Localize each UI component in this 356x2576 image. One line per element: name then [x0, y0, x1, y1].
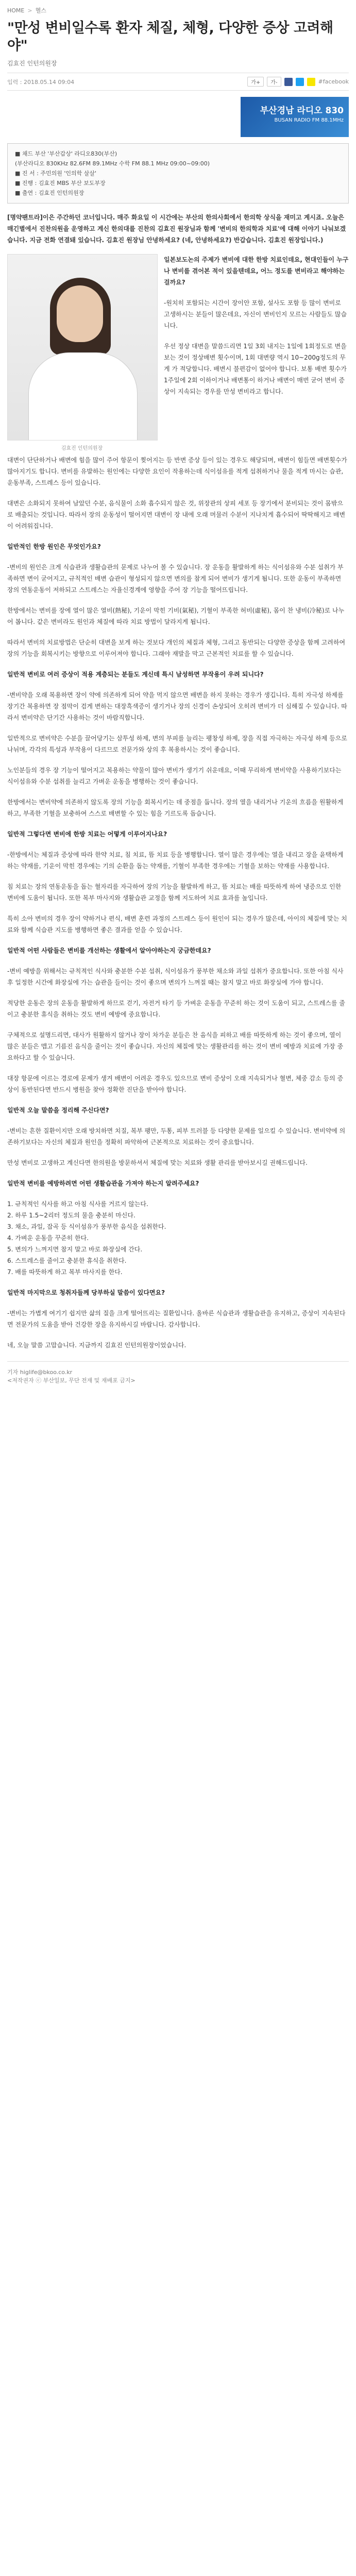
article-paragraph: 노인분들의 경우 장 기능이 떨어지고 복용하는 약물이 많아 변비가 생기기 쉬운데요, 이때 무리하게 변비약을 사용하기보다는 식이섬유와 수분 섭취를 늘리고 가벼운 운동을 병행하는 것이 좋습니다.	[7, 767, 342, 785]
interview-question: 일반적 마지막으로 청취자들께 당부하실 말씀이 있다면요?	[7, 1289, 165, 1296]
side-paragraph: -원치히 포함되는 시간이 장이안 포함, 설사도 포함 등 많이 변비로 고생하시는 분들이 많은데요, 자신이 변비인지 모르는 사람들도 많습니다.	[164, 299, 347, 329]
article-paragraph: 침 치료는 장의 연동운동을 돕는 혈자리를 자극하여 장의 기능을 활발하게 하고, 뜸 치료는 배를 따뜻하게 하여 냉증으로 인한 변비에 도움이 됩니다. 또한 복부 마사지와 생활습관 교정을 함께 지도하여 치료 효과를 높입니다.	[7, 883, 342, 902]
article-paragraph: -한방에서는 체질과 증상에 따라 한약 치료, 침 치료, 뜸 치료 등을 병행합니다. 열이 많은 경우에는 열을 내리고 장을 윤택하게 하는 약재를, 기운이 막힌 경우에는 기의 순환을 돕는 약재를, 기혈이 부족한 경우에는 기혈을 보하는 약재를 사용합니다.	[7, 851, 344, 870]
photo-row	[7, 254, 349, 454]
font-increase-button[interactable]: 가+	[247, 77, 264, 87]
article-intro: [명약팬트라]이은 주간하던 코너입니다. 매주 화요일 이 시간에는 부산의 한의사회에서 한의학 상식을 재미고 계시죠. 오늘은 매긴별에서 진찬의원을 운영하고 계신 한의대를 진찬의 김효진 원장님과 함께 '변비의 한의학과 치료'에 대해 이야기 나눠보겠습니다. 지금 전화 연결돼 있습니다. 김효진 원장님 안녕하세요? (네, 안녕하세요?) 반갑습니다. 김효진 원장입니다.)	[7, 214, 346, 244]
portrait-face	[57, 285, 103, 342]
article-meta-bar	[7, 73, 349, 91]
tips-list-item: 6. 스트레스를 줄이고 충분한 휴식을 취한다.	[7, 1257, 127, 1264]
program-summary-box	[7, 143, 349, 204]
article-body	[7, 454, 349, 1351]
reporter-name: 김효진 인턴의원장	[7, 60, 57, 67]
breadcrumb-section[interactable]: 헬스	[35, 7, 46, 14]
article-paragraph: -변비의 원인은 크게 식습관과 생활습관의 문제로 나누어 볼 수 있습니다. 장 운동을 활발하게 하는 식이섬유와 수분 섭취가 부족하면 변이 굳어지고, 규칙적인 배변 습관이 형성되지 않으면 변의를 참게 되어 변비가 생기게 됩니다. 또한 운동이 부족하면 장의 연동운동이 저하되고 스트레스는 자율신경계에 영향을 주어 장 기능을 떨어뜨립니다.	[7, 564, 344, 594]
article-footer	[7, 1361, 349, 1384]
radio-banner-box[interactable]	[241, 97, 349, 137]
article-paragraph: -변비는 가볍게 여기기 쉽지만 삶의 질을 크게 떨어뜨리는 질환입니다. 올바른 식습관과 생활습관을 유지하고, 증상이 지속된다면 전문가의 도움을 받아 건강한 장을 유지하시길 바랍니다. 감사합니다.	[7, 1310, 346, 1328]
twitter-icon[interactable]	[296, 78, 304, 86]
article-paragraph: 한방에서는 변비를 장에 열이 많은 열비(熱秘), 기운이 막힌 기비(氣秘), 기혈이 부족한 허비(虛秘), 몸이 찬 냉비(冷秘)로 나누어 봅니다. 같은 변비라도 원인과 체질에 따라 치료 방법이 달라지게 됩니다.	[7, 607, 345, 625]
interview-question: 일반적 그렇다면 변비에 한방 치료는 어떻게 이루어지나요?	[7, 831, 167, 838]
article-paragraph: 네, 오늘 말씀 고맙습니다. 지금까지 김효진 인턴의원장이었습니다.	[7, 1342, 187, 1349]
tips-list	[7, 1198, 349, 1278]
article-paragraph: 한방에서는 변비약에 의존하지 않도록 장의 기능을 회복시키는 데 중점을 둡니다. 장의 열을 내리거나 기운의 흐름을 원활하게 하고, 부족한 기혈을 보충하여 스스로 배변할 수 있는 힘을 기르도록 돕습니다.	[7, 799, 344, 817]
copyright-notice: <저작권자 ⓒ 부산일보, 무단 전재 및 재배포 금지>	[7, 1377, 135, 1384]
kakao-icon[interactable]	[307, 78, 315, 86]
tips-list-item: 5. 변의가 느껴지면 참지 말고 바로 화장실에 간다.	[7, 1246, 143, 1253]
interview-question: 일반적 변비를 예방하려면 어떤 생활습관을 가져야 하는지 알려주세요?	[7, 1180, 199, 1187]
article-paragraph: 구체적으로 설명드리면, 대사가 원활하지 않거나 장이 차가운 분들은 찬 음식을 피하고 배를 따뜻하게 하는 것이 좋으며, 열이 많은 분들은 맵고 기름진 음식을 줄이는 것이 좋습니다. 자신의 체질에 맞는 생활관리를 하는 것이 변비 예방과 치료에 가장 중요하다고 할 수 있습니다.	[7, 1031, 344, 1061]
article-paragraph: -변비는 흔한 질환이지만 오래 방치하면 치질, 복부 팽만, 두통, 피부 트러블 등 다양한 문제를 일으킬 수 있습니다. 변비약에 의존하기보다는 자신의 체질과 원인을 정확히 파악하여 근본적으로 치료하는 것이 중요합니다.	[7, 1127, 346, 1146]
article-title: "만성 변비일수록 환자 체질, 체형, 다양한 증상 고려해야"	[7, 20, 333, 54]
portrait-coat	[28, 352, 138, 440]
summary-line: ■ 진 서 : 주민의원 '인의학 살살'	[15, 170, 97, 177]
article-paragraph: 대변이 단단하거나 배변에 힘을 많이 주어 항문이 찢어지는 등 반변 증상 등이 있는 경우도 해당되며, 배변이 힘들면 배변횟수가 많아지기도 합니다. 변비를 유발하는 원인에는 다양한 요인이 작용하는데 식이섬유를 적게 섭취하거나 물을 적게 마시는 습관, 운동부족, 스트레스 등이 있습니다.	[7, 456, 347, 486]
side-paragraph: 우선 정상 대변을 말씀드리면 1일 3회 내지는 1일에 1회정도로 변을 보는 것이 정상배변 횟수이며, 1회 대변량 역시 10~200g정도의 무게 가 적당합니다. 배변시 불편감이 없어야 합니다. 보통 배변 횟수가 1주일에 2회 이하이거나 배변통이 하거나 배변이 매번 굳어 변비 증상이 지속되는 경우를 만성 변비라고 합니다.	[164, 343, 347, 395]
radio-banner-title: 부산경남 라디오 830	[260, 106, 344, 116]
facebook-icon[interactable]	[284, 78, 293, 86]
article-paragraph: 대장 항문에 이르는 경로에 문제가 생겨 배변이 어려운 경우도 있으므로 변비 증상이 오래 지속되거나 혈변, 체중 감소 등의 증상이 동반된다면 반드시 병원을 찾아 정확한 진단을 받아야 합니다.	[7, 1075, 344, 1093]
published-date: 입력 : 2018.05.14 09:04	[7, 78, 75, 86]
tips-list-item: 4. 가벼운 운동을 꾸준히 한다.	[7, 1234, 89, 1242]
tips-list-item: 3. 채소, 과일, 잡곡 등 식이섬유가 풍부한 음식을 섭취한다.	[7, 1223, 166, 1230]
reporter-email[interactable]: 기자 higlife@bkoo.co.kr	[7, 1369, 73, 1376]
summary-line: ■ 출연 : 김효진 인턴의원장	[15, 190, 84, 196]
interview-question: 일반적인 한방 원인은 무엇인가요?	[7, 543, 101, 550]
breadcrumb	[7, 0, 349, 16]
interview-question: 일반적 변비로 여러 증상이 적용 계층되는 분들도 계신데 특시 남성하면 부작용이 우려 되니다?	[7, 671, 264, 678]
tips-list-item: 2. 하루 1.5~2리터 정도의 물을 충분히 마신다.	[7, 1212, 135, 1219]
article-photo	[7, 254, 157, 454]
interview-question: 일반적 어떤 사람들은 변비를 개선하는 생활에서 알아야하는지 궁금한데요?	[7, 947, 211, 954]
article-paragraph: 일반적으로 변비약은 수분을 끌어당기는 삼투성 하제, 변의 부피를 늘리는 팽창성 하제, 장을 직접 자극하는 자극성 하제 등으로 나뉘며, 각각의 특성과 부작용이 다르므로 전문가와 상의 후 복용하시는 것이 좋습니다.	[7, 735, 347, 753]
breadcrumb-separator: >	[27, 7, 32, 14]
summary-line: ■ 채드 부산 '부산갑상' 라디오830(부산)	[15, 150, 117, 157]
article-paragraph: 적당한 운동은 장의 운동을 활발하게 하므로 걷기, 자전거 타기 등 가벼운 운동을 꾸준히 하는 것이 도움이 되고, 스트레스를 줄이고 충분한 휴식을 취하는 것도 변비 예방에 중요합니다.	[7, 999, 345, 1018]
share-label[interactable]: #facebook	[318, 78, 349, 85]
article-paragraph: 따라서 변비의 치료방법은 단순히 대변을 보게 하는 것보다 개인의 체질과 체형, 그리고 동반되는 다양한 증상을 함께 고려하여 장의 기능을 회복시키는 방향으로 이루어져야 합니다. 그래야 재발을 막고 근본적인 치료를 할 수 있습니다.	[7, 639, 346, 657]
article-paragraph: 만성 변비로 고생하고 계신다면 한의원을 방문하셔서 체질에 맞는 치료와 생활 관리를 받아보시길 권해드립니다.	[7, 1159, 308, 1166]
article-tools	[247, 77, 349, 87]
article-paragraph: 특히 소아 변비의 경우 장이 약하거나 편식, 배변 훈련 과정의 스트레스 등이 원인이 되는 경우가 많은데, 아이의 체질에 맞는 치료와 함께 식습관 지도를 병행하면 좋은 결과를 얻을 수 있습니다.	[7, 915, 347, 934]
tips-list-item: 7. 배를 따뜻하게 하고 복부 마사지를 한다.	[7, 1268, 123, 1276]
tips-list-item: 1. 규칙적인 식사를 하고 아침 식사를 거르지 않는다.	[7, 1200, 148, 1208]
summary-line: ■ 진행 : 김효진 MBS 부산 보도부장	[15, 180, 106, 187]
photo-caption: 김효진 인턴의원장	[61, 446, 103, 451]
side-question: 일본보도논의 주제가 변비에 대한 한방 치료인데요, 현대인들이 누구나 변비를 겪어본 적이 있을텐데요, 어느 정도를 변비라고 해야하는 걸까요?	[164, 256, 349, 286]
summary-line: (부산라디오 830KHz 82.6FM 89.1MHz 수학 FM 88.1 MHz 09:00~09:00)	[15, 160, 210, 167]
radio-banner[interactable]	[7, 97, 349, 137]
side-text	[164, 254, 349, 454]
doctor-portrait-image	[7, 254, 158, 440]
article-paragraph: -변비약을 오래 복용하면 장이 약에 의존하게 되어 약을 먹지 않으면 배변을 하지 못하는 경우가 생깁니다. 특히 자극성 하제를 장기간 복용하면 장 점막이 검게 변하는 대장흑색증이 생기거나 장의 신경이 손상되어 오히려 변비가 더 심해질 수 있습니다. 따라서 변비약은 단기간 사용하는 것이 바람직합니다.	[7, 691, 347, 721]
interview-question: 일반적 오늘 말씀을 정리해 주신다면?	[7, 1107, 109, 1114]
breadcrumb-home[interactable]: HOME	[7, 7, 25, 14]
radio-banner-subtitle: BUSAN RADIO FM 88.1MHz	[274, 117, 344, 123]
article-paragraph: -변비 예방을 위해서는 규칙적인 식사와 충분한 수분 섭취, 식이섬유가 풍부한 채소와 과일 섭취가 중요합니다. 또한 아침 식사 후 일정한 시간에 화장실에 가는 습관을 들이는 것이 좋으며 변의가 느껴질 때는 참지 말고 바로 화장실에 가야 합니다.	[7, 968, 344, 986]
article-paragraph: 대변은 소화되지 못하여 남았던 수분, 음식물이 소화 흡수되지 않은 것, 위장관의 상피 세포 등 장기에서 분비되는 것이 몸밖으로 배출되는 것입니다. 따라서 장의 운동성이 떨어지면 대변이 장 내에 오래 머물러 수분이 지나치게 흡수되어 딱딱해지고 배변이 어려워집니다.	[7, 500, 346, 530]
font-decrease-button[interactable]: 가-	[267, 77, 281, 87]
